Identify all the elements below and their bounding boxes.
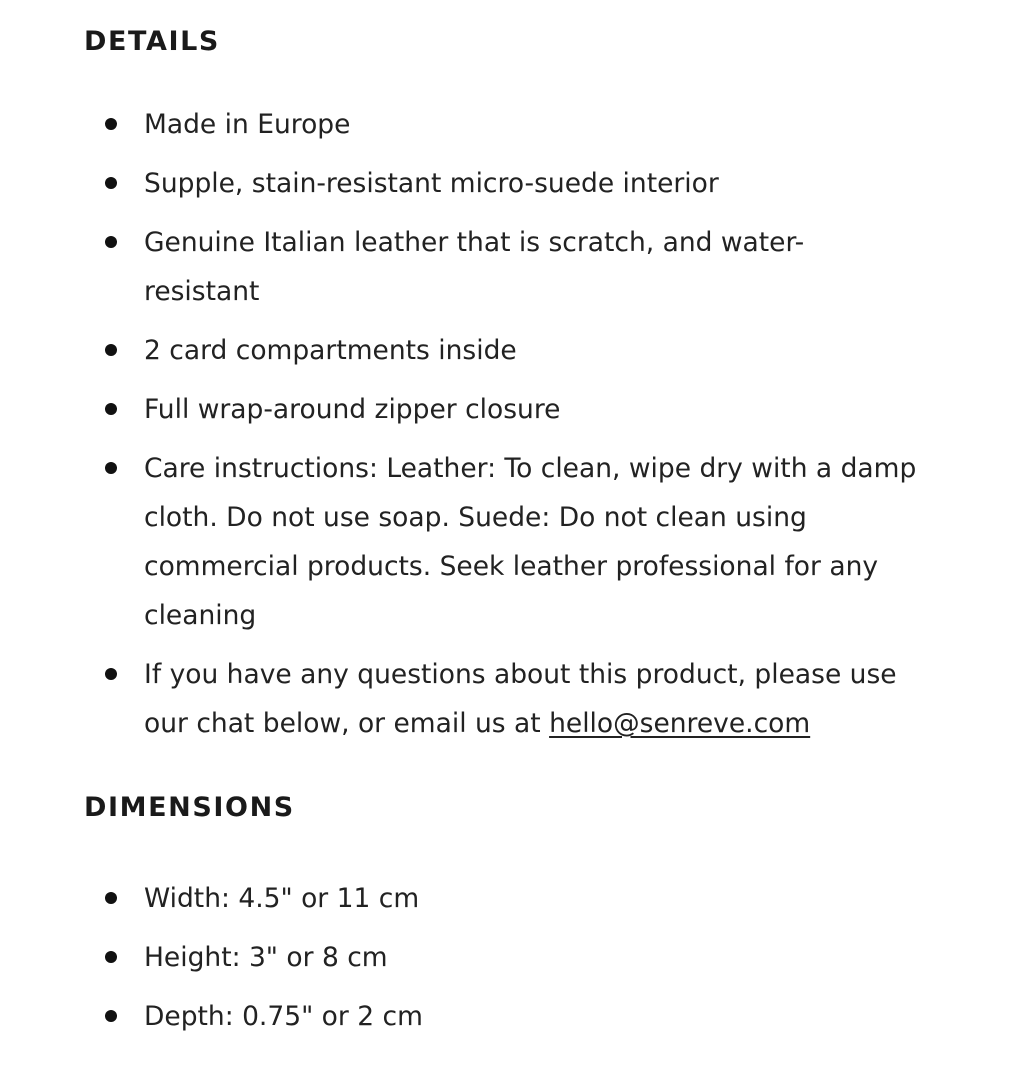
dimensions-list xyxy=(84,874,944,1041)
list-item-text: Depth: 0.75" or 2 cm xyxy=(144,1001,423,1032)
bullet-icon xyxy=(105,892,117,904)
list-item xyxy=(84,100,944,149)
list-item xyxy=(84,218,944,316)
list-item xyxy=(84,650,944,748)
list-item-text: If you have any questions about this product, please use our chat below, or email us at xyxy=(144,659,897,739)
bullet-icon xyxy=(105,403,117,415)
bullet-icon xyxy=(105,1010,117,1022)
list-item xyxy=(84,159,944,208)
list-item xyxy=(84,385,944,434)
list-item xyxy=(84,874,944,923)
list-item xyxy=(84,992,944,1041)
list-item-text: Genuine Italian leather that is scratch, and water-resistant xyxy=(144,227,805,307)
list-item-text: Height: 3" or 8 cm xyxy=(144,942,388,973)
list-item-text: Supple, stain-resistant micro-suede interior xyxy=(144,168,719,199)
list-item-text: Care instructions: Leather: To clean, wipe dry with a damp cloth. Do not use soap. Suede: Do not clean using commercial products. Seek leather professional for any cleaning xyxy=(144,453,917,631)
bullet-icon xyxy=(105,118,117,130)
bullet-icon xyxy=(105,236,117,248)
dimensions-heading: DIMENSIONS xyxy=(84,792,295,823)
list-item xyxy=(84,444,944,640)
email-link[interactable]: hello@senreve.com xyxy=(549,708,811,739)
details-heading: DETAILS xyxy=(84,26,220,57)
bullet-icon xyxy=(105,951,117,963)
bullet-icon xyxy=(105,177,117,189)
list-item xyxy=(84,933,944,982)
list-item-text: 2 card compartments inside xyxy=(144,335,517,366)
list-item-text: Width: 4.5" or 11 cm xyxy=(144,883,420,914)
product-info xyxy=(84,0,944,1051)
bullet-icon xyxy=(105,462,117,474)
list-item-text: Full wrap-around zipper closure xyxy=(144,394,561,425)
bullet-icon xyxy=(105,668,117,680)
list-item xyxy=(84,326,944,375)
list-item-text: Made in Europe xyxy=(144,109,351,140)
bullet-icon xyxy=(105,344,117,356)
details-list xyxy=(84,100,944,748)
